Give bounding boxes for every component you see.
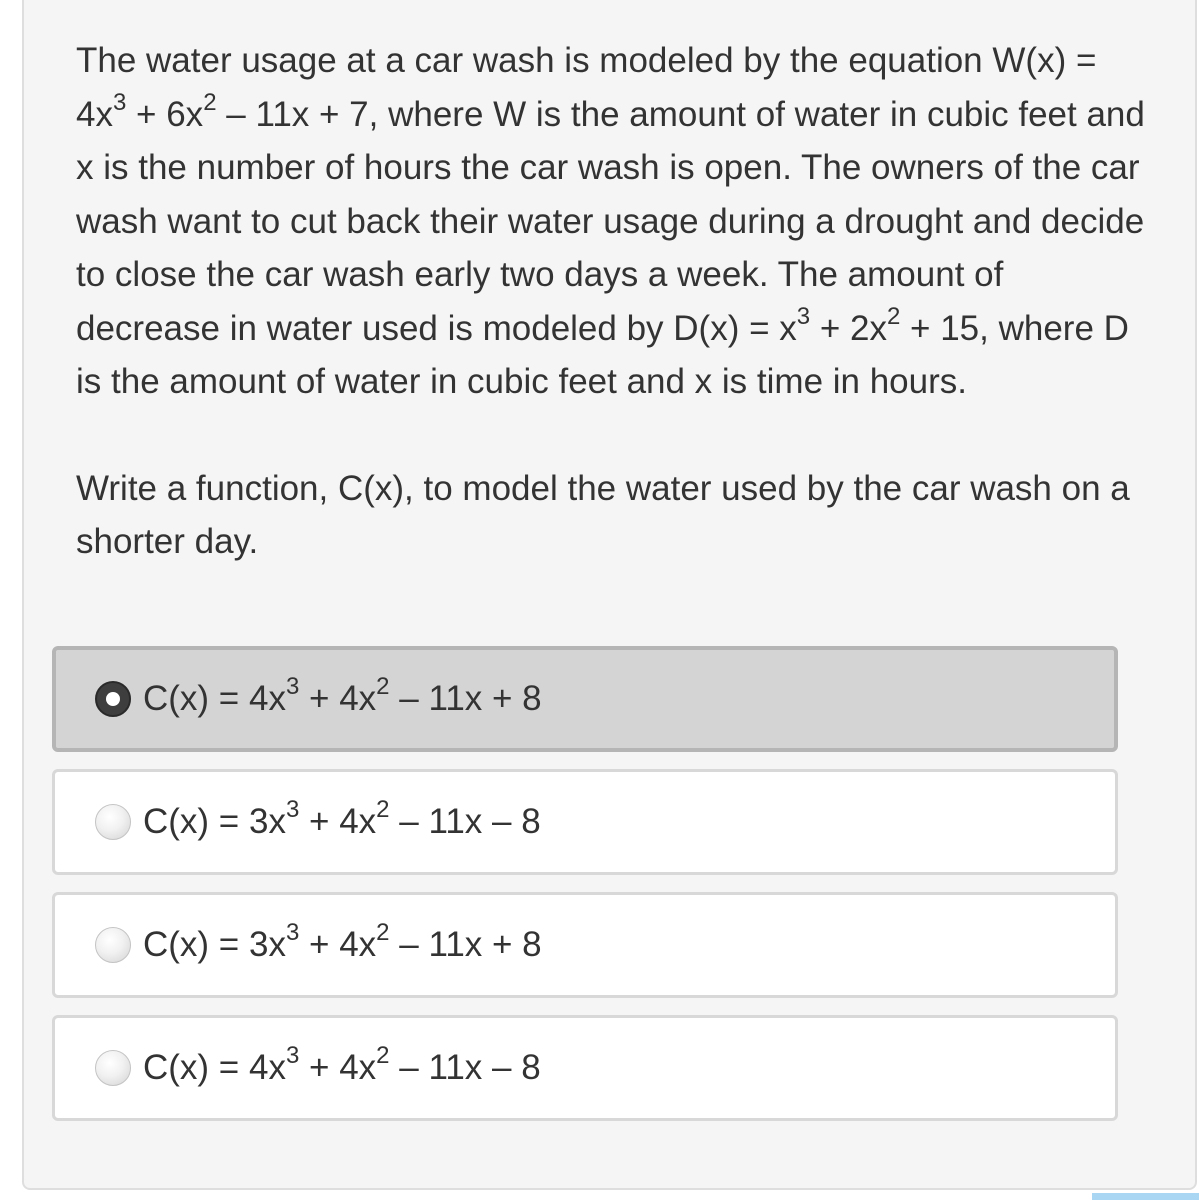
question-body: The water usage at a car wash is modeled by the equation $W(x) = 4x^3 + 6x^2 - 11x + 7$, where W is the amount of water in cubic feet and x is the number of hours the car wash is open. The owners of the car wash want to cut back their water usage during a drought and decide to close the car wash early two days a week. The amount of decrease in water used is modeled by $D(x) = x^3 + 2x^2 + 15$, where D is the amount of water in cubic feet and x is time in hours.: [76, 41, 1145, 401]
answer-option-label: $C(x) = 4x^3 + 4x^2 - 11x - 8$: [143, 1042, 541, 1087]
answer-option-label: $C(x) = 3x^3 + 4x^2 - 11x - 8$: [143, 796, 541, 841]
answer-option-2[interactable]: [52, 769, 1118, 875]
paragraph-gap: [76, 409, 1156, 462]
radio-empty-icon[interactable]: [95, 804, 131, 840]
answer-option-4[interactable]: [52, 1015, 1118, 1121]
question-prompt: Write a function, C(x), to model the water used by the car wash on a shorter day.: [76, 468, 1130, 561]
answer-option-label: $C(x) = 3x^3 + 4x^2 - 11x + 8$: [143, 919, 542, 964]
radio-empty-icon[interactable]: [95, 1050, 131, 1086]
radio-selected-icon[interactable]: [95, 681, 131, 717]
corner-accent: [1092, 1193, 1199, 1200]
answer-options: [52, 646, 1118, 1138]
answer-option-label: $C(x) = 4x^3 + 4x^2 - 11x + 8$: [143, 673, 542, 718]
answer-option-1[interactable]: [52, 646, 1118, 752]
answer-option-3[interactable]: [52, 892, 1118, 998]
question-text: [76, 34, 1156, 569]
radio-empty-icon[interactable]: [95, 927, 131, 963]
